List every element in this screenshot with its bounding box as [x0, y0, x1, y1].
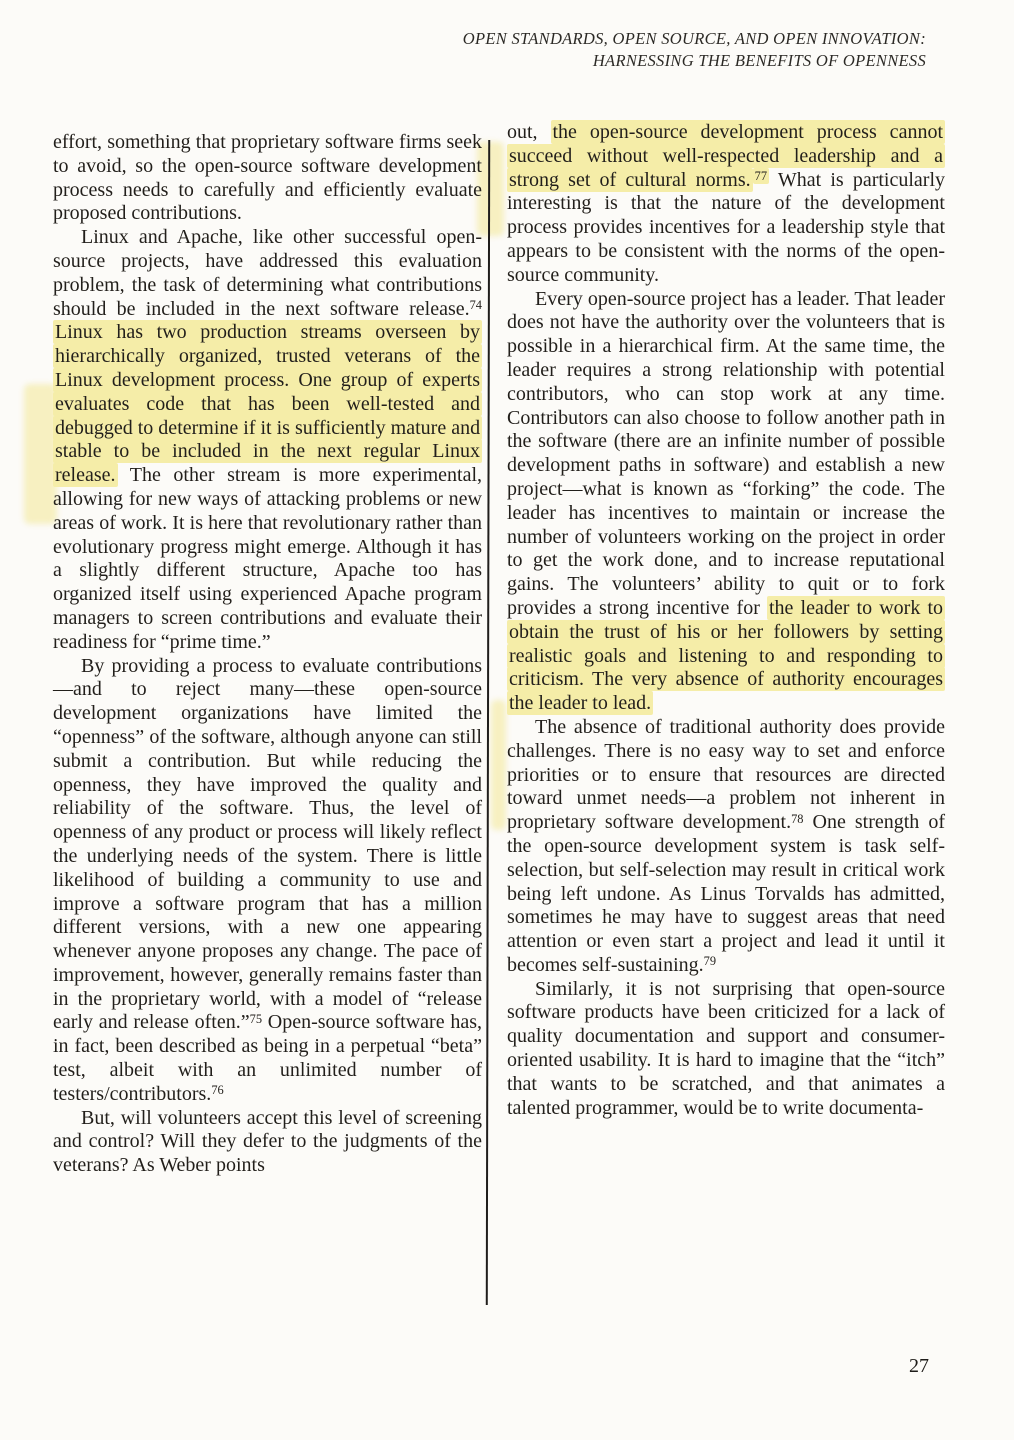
- paragraph: [507, 978, 945, 1121]
- text-run: But, will volunteers accept this level of screening and control? Will they defer to the judgments of the veterans? As Weber points: [53, 1106, 482, 1177]
- column-divider-rule: [486, 140, 490, 1305]
- text-run: The other stream is more experimental, allowing for new ways of attacking problems or new areas of work. It is here that revolutionary rather than evolutionary progress might emerge. Although it has a slightly different structure, Apache too has organized itself using experienced Apache program managers to screen contributions and evaluate their readiness for “prime time.”: [53, 464, 482, 653]
- text-run: Linux and Apache, like other successful open-source projects, have addressed this evaluation problem, the task of determining what contributions should be included in the next software release.: [53, 226, 482, 320]
- paragraph: [507, 716, 945, 978]
- text-run: Open-source software has, in fact, been described as being in a perpetual “beta” test, albeit with an unlimited number of testers/contributors.: [53, 1011, 483, 1105]
- paragraph: [53, 655, 482, 1107]
- text-run: Similarly, it is not surprising that open-source software products have been criticized for a lack of quality documentation and support and consumer-oriented usability. It is hard to imagine that the “itch” that wants to be scratched, and that animates a talented programmer, would be to write documenta-: [507, 977, 945, 1119]
- paragraph: [53, 226, 482, 654]
- footnote-reference: 75: [249, 1011, 263, 1026]
- text-run: effort, something that proprietary software firms seek to avoid, so the open-source software development process needs to carefully and efficiently evaluate proposed contributions.: [53, 131, 482, 225]
- footnote-reference: 74: [469, 298, 482, 312]
- paragraph: [53, 131, 482, 226]
- running-head-line2: HARNESSING THE BENEFITS OF OPENNESS: [592, 50, 926, 70]
- highlighted-text: the leader to work to obtain the trust of his or her followers by setting realistic goals and listening to and responding to criticism. The very absence of authority encourages the leader to lead.: [509, 596, 943, 715]
- text-run: By providing a process to evaluate contributions—and to reject many—these open-source development organizations have limited the “openness” of the software, although anyone can still submit a contribution. But while reducing the openness, they have improved the quality and reliability of the software. Thus, the level of openness of any product or process will likely reflect the underlying needs of the system. There is little likelihood of building a community to use and improve a software program that has a million different versions, with a new one appearing whenever anyone proposes any change. The pace of improvement, however, generally remains faster than in the proprietary world, with a model of “release early and release often.”: [53, 654, 482, 1034]
- text-run: The absence of traditional authority does provide challenges. There is no easy way to set and enforce priorities or to ensure that resources are directed toward unmet needs—a problem not inherent in proprietary software development.: [507, 715, 945, 834]
- running-head-line1: OPEN STANDARDS, OPEN SOURCE, AND OPEN INNOVATION:: [462, 29, 926, 48]
- text-run: What is particularly interesting is that the nature of the development process provides incentives for a leadership style that appears to be consistent with the norms of the open-source community.: [507, 168, 946, 286]
- highlighted-text: the open-source development process cannot succeed without well-respected leadership and a strong set of cultural norms.: [509, 121, 943, 191]
- text-run: One strength of the open-source development system is task self-selection, but self-selection may result in critical work being left undone. As Linus Torvalds has admitted, sometimes he may have to suggest areas that need attention or even start a project and lead it until it becomes self-sustaining.: [507, 811, 945, 976]
- paragraph: [507, 288, 945, 716]
- page-number: 27: [909, 1355, 929, 1377]
- footnote-reference: 79: [703, 954, 717, 969]
- paragraph: [507, 121, 945, 288]
- footnote-reference: 76: [211, 1083, 224, 1098]
- text-run: out,: [507, 121, 551, 143]
- running-head: [463, 28, 926, 71]
- footnote-reference: 77: [754, 169, 768, 184]
- left-column: [53, 131, 482, 1178]
- highlighted-text: Linux has two production streams overseen by hierarchically organized, trusted veterans of the Linux development process. One group of experts evaluates code that has been well-tested and debugged to determine if it is sufficiently mature and stable to be included in the next regular Linux release.: [55, 321, 481, 487]
- text-run: Every open-source project has a leader. That leader does not have the authority over the volunteers that is possible in a hierarchical firm. At the same time, the leader requires a strong relationship with potential contributors, who can stop work at any time. Contributors can also choose to follow another path in the software (there are an infinite number of possible development paths in software) and establish a new project—what is known as “forking” the code. The leader has incentives to maintain or increase the number of volunteers working on the project in order to get the work done, and to increase reputational gains. The volunteers’ ability to quit or to fork provides a strong incentive for: [507, 287, 945, 619]
- footnote-reference: 78: [791, 811, 804, 826]
- right-column: [507, 121, 945, 1120]
- paragraph: [53, 1107, 482, 1178]
- highlight-bleed-gutter-mid: [491, 700, 506, 830]
